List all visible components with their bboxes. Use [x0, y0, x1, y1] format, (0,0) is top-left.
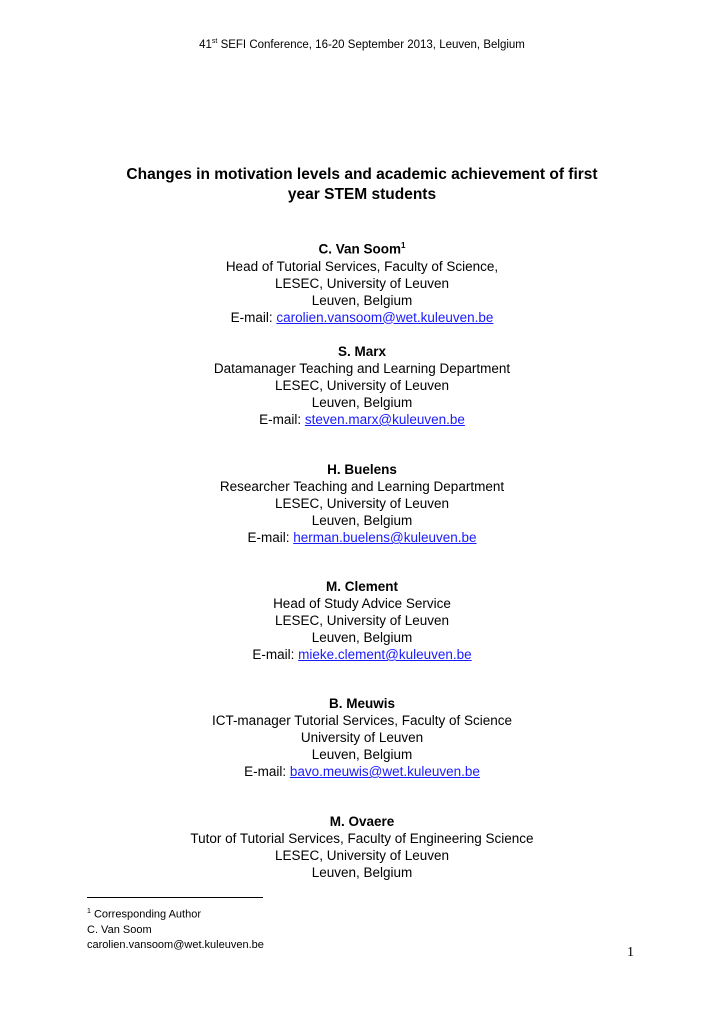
- author-affiliation-line: LESEC, University of Leuven: [274, 848, 450, 863]
- author-email-line: E-mail: herman.buelens@kuleuven.be: [247, 530, 477, 545]
- author-email-line: E-mail: bavo.meuwis@wet.kuleuven.be: [244, 764, 480, 779]
- author-affiliation-line: Head of Study Advice Service: [273, 596, 451, 611]
- footnote-mark: 1: [87, 908, 91, 915]
- author-affiliation-line: LESEC, University of Leuven: [274, 613, 450, 628]
- author-affiliation-line: Head of Tutorial Services, Faculty of Science,: [225, 258, 499, 274]
- author-name: M. Clement: [325, 579, 398, 594]
- author-name: M. Ovaere: [329, 814, 395, 829]
- author-affiliation-line: Leuven, Belgium: [311, 395, 413, 410]
- email-link[interactable]: bavo.meuwis@wet.kuleuven.be: [289, 764, 480, 779]
- footnote-line-1: $^1$ Corresponding Author: [87, 908, 201, 921]
- footnote-divider: [87, 897, 263, 898]
- author-email-line: E-mail: carolien.vansoom@wet.kuleuven.be: [230, 309, 494, 325]
- author-email-line: E-mail: steven.marx@kuleuven.be: [259, 412, 465, 427]
- author-name: C. Van Soom$^1$: [318, 241, 406, 257]
- author-name: B. Meuwis: [328, 696, 395, 711]
- author-block-buelens: [0, 461, 724, 546]
- author-affiliation-line: Researcher Teaching and Learning Department: [219, 479, 505, 494]
- author-block-van-soom: [0, 237, 724, 326]
- author-affiliation-line: Leuven, Belgium: [311, 865, 413, 880]
- conference-header: [0, 38, 724, 51]
- email-link[interactable]: mieke.clement@kuleuven.be: [298, 647, 472, 662]
- author-name: S. Marx: [337, 344, 387, 359]
- header-superscript: st: [211, 38, 218, 45]
- page-number: 1: [627, 945, 634, 960]
- author-affiliation-line: University of Leuven: [300, 730, 424, 745]
- author-affiliation-line: Leuven, Belgium: [311, 747, 413, 762]
- header-text: SEFI Conference, 16-20 September 2013, Leuven, Belgium: [217, 38, 525, 51]
- author-affiliation-line: Leuven, Belgium: [311, 513, 413, 528]
- author-block-meuwis: [0, 695, 724, 780]
- footnote: [87, 904, 264, 953]
- author-affiliation-line: Datamanager Teaching and Learning Department: [213, 361, 511, 376]
- author-affiliation-line: Leuven, Belgium: [311, 630, 413, 645]
- author-affiliation-line: ICT-manager Tutorial Services, Faculty of Science: [211, 713, 513, 728]
- email-link[interactable]: carolien.vansoom@wet.kuleuven.be: [276, 309, 494, 325]
- email-link[interactable]: herman.buelens@kuleuven.be: [293, 530, 477, 545]
- author-name: H. Buelens: [327, 462, 397, 477]
- author-email-line: E-mail: mieke.clement@kuleuven.be: [252, 647, 472, 662]
- footnote-mark: 1: [401, 241, 406, 250]
- footnote-line-3: carolien.vansoom@wet.kuleuven.be: [87, 938, 264, 951]
- author-block-ovaere: [0, 813, 724, 881]
- author-affiliation-line: LESEC, University of Leuven: [274, 275, 450, 291]
- author-affiliation-line: Leuven, Belgium: [311, 292, 413, 308]
- author-affiliation-line: LESEC, University of Leuven: [274, 496, 450, 511]
- author-affiliation-line: Tutor of Tutorial Services, Faculty of Engineering Science: [190, 831, 534, 846]
- email-link[interactable]: steven.marx@kuleuven.be: [304, 412, 465, 427]
- paper-title: [70, 165, 654, 205]
- header-number: 41: [199, 38, 212, 51]
- author-block-marx: [0, 343, 724, 428]
- title-line-2: year STEM students: [287, 186, 437, 203]
- footnote-line-2: C. Van Soom: [87, 923, 152, 936]
- author-affiliation-line: LESEC, University of Leuven: [274, 378, 450, 393]
- author-block-clement: [0, 578, 724, 663]
- title-line-1: Changes in motivation levels and academic achievement of first: [126, 166, 598, 183]
